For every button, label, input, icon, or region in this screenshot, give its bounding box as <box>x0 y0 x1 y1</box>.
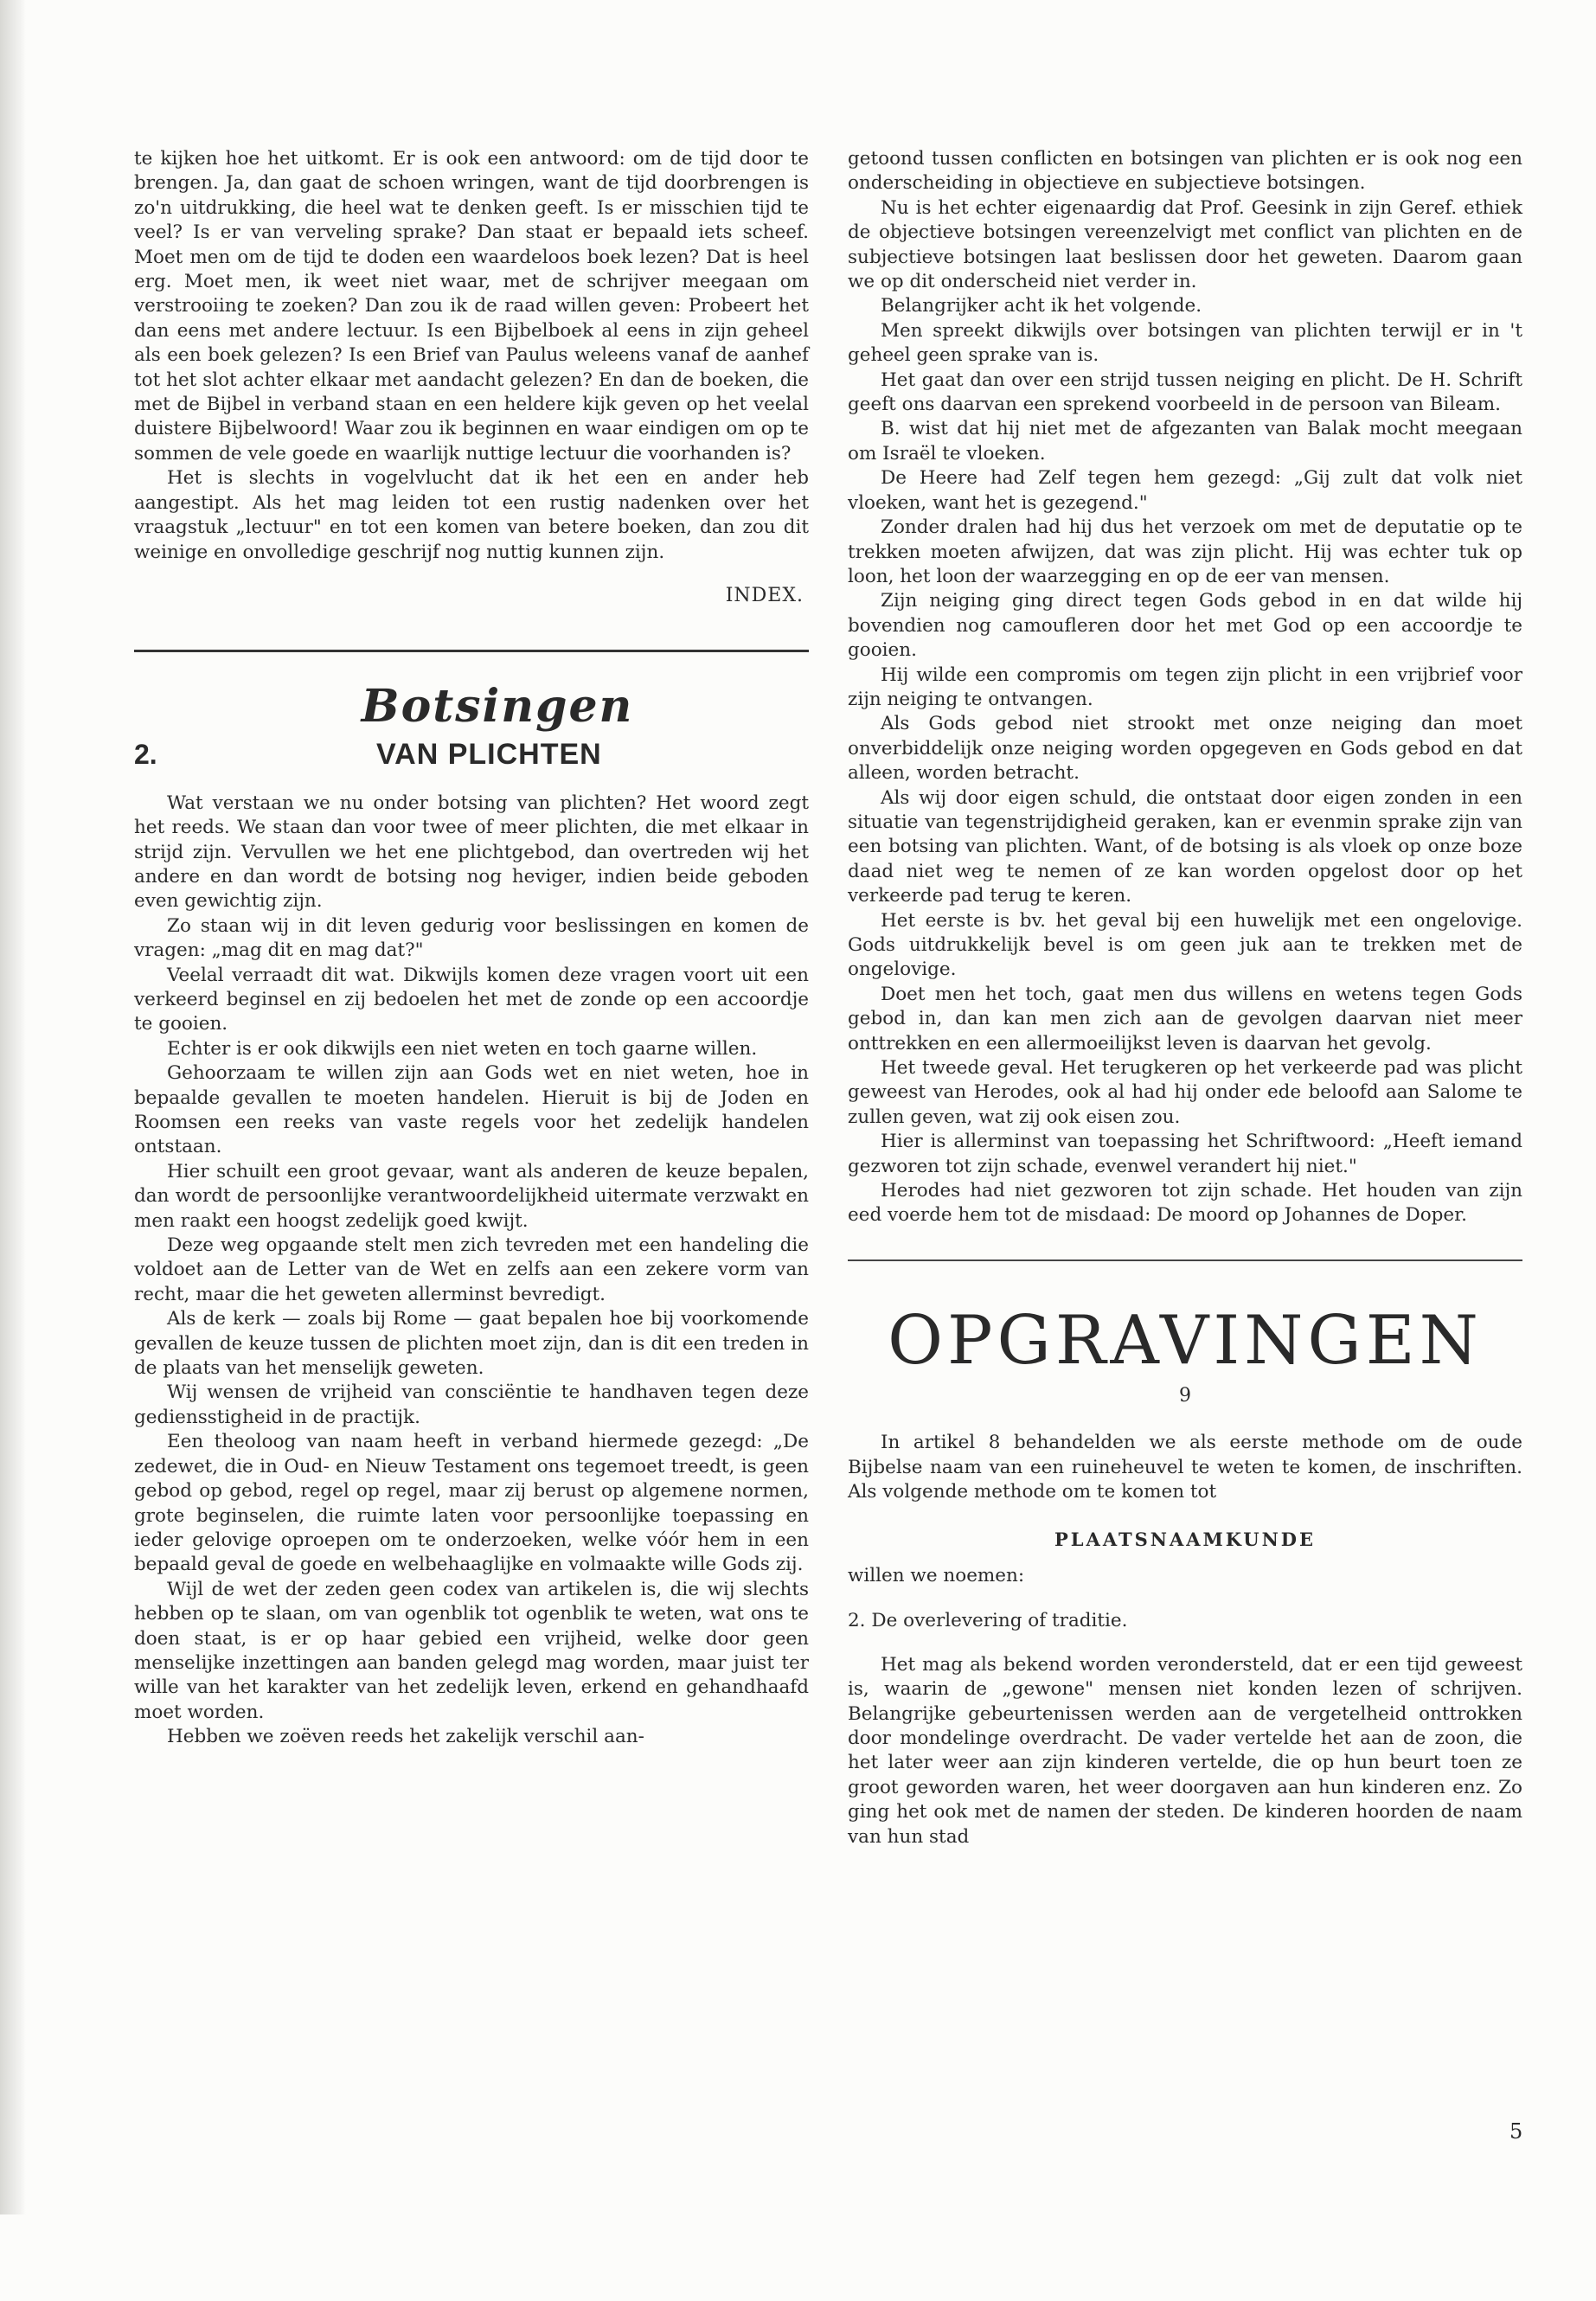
body-paragraph: Hier schuilt een groot gevaar, want als anderen de keuze bepalen, dan wordt de persoonlijke verantwoordelijkheid uitermate verzwakt en men raakt een hoogst zedelijk goed kwijt. <box>134 1160 809 1232</box>
signature: INDEX. <box>725 584 804 606</box>
article-paragraph: willen we noemen: <box>848 1564 1025 1586</box>
intro-paragraph: te kijken hoe het uitkomt. Er is ook een antwoord: om de tijd door te brengen. Ja, dan gaat de schoen wringen, want de tijd doorbrengen is zo'n uitdrukking, die heel wat te denken geeft. Is er misschien tijd te veel? Is er van verveling sprake? Dan staat er bepaald iets scheef. Moet men om de tijd te doden een waardeloos boek lezen? Dat is heel erg. Moet men, ik weet niet waar, met de schrijver meegaan om verstrooiing te zoeken? Dan zou ik de raad willen geven: Probeert het dan eens met andere lectuur. Is een Bijbelboek al eens in zijn geheel als een boek gelezen? Is een Brief van Paulus weleens vanaf de aanhef tot het slot achter elkaar met aandacht gelezen? En dan de boeken, die met de Bijbel in verband staan en een heldere kijk geven op het veelal duistere Bijbelwoord! Waar zou ik beginnen en waar eindigen om op te sommen de vele goede en waarlijk nuttige lectuur die voorhanden is? <box>134 148 809 465</box>
section-number: 2. <box>134 739 157 771</box>
article-number: 9 <box>1179 1384 1191 1407</box>
body-paragraph: Echter is er ook dikwijls een niet weten en toch gaarne willen. <box>167 1037 758 1060</box>
body-paragraph: Als Gods gebod niet strookt met onze neiging dan moet onverbiddelijk onze neiging worden opgegeven en Gods gebod en dat alleen, worden betracht. <box>848 713 1522 785</box>
body-paragraph: Veelal verraadt dit wat. Dikwijls komen deze vragen voort uit een verkeerd beginsel en zij bedoelen het met de zonde op een accoordje te gooien. <box>134 964 809 1035</box>
body-paragraph: Wij wensen de vrijheid van consciëntie te handhaven tegen deze gediensstigheid in de practijk. <box>134 1381 809 1428</box>
body-paragraph: Zo staan wij in dit leven gedurig voor beslissingen en komen de vragen: „mag dit en mag dat?" <box>134 914 809 962</box>
body-paragraph: getoond tussen conflicten en botsingen van plichten er is ook nog een onderscheiding in objectieve en subjectieve botsingen. <box>848 148 1522 195</box>
body-paragraph: Nu is het echter eigenaardig dat Prof. Geesink in zijn Geref. ethiek de objectieve botsingen vereenzelvigt met conflict van plichten en de subjectieve botsingen laat beslissen door het geweten. Daarom gaan we op dit onderscheid niet verder in. <box>848 196 1522 293</box>
body-paragraph: Een theoloog van naam heeft in verband hiermede gezegd: „De zedewet, die in Oud- en Nieuw Testament ons tegemoet treedt, is geen gebod op gebod, regel op regel, maar zij berust op algemene normen, grote beginselen, die ruimte laten voor persoonlijke toepassing en ieder gelovige oproepen om te onderzoeken, welke vóór hem in een bepaald geval de goede en welbehaaglijke en volmaakte wille Gods zij. <box>134 1431 809 1576</box>
section-divider <box>848 1259 1522 1261</box>
body-paragraph: Wat verstaan we nu onder botsing van plichten? Het woord zegt het reeds. We staan dan voor twee of meer plichten, die met elkaar in strijd zijn. Vervullen we het ene plichtgebod, dan overtreden wij het andere en dan wordt de botsing nog heviger, indien beide geboden even gewichtig zijn. <box>134 792 809 913</box>
body-paragraph: Wijl de wet der zeden geen codex van artikelen is, die wij slechts hebben op te slaan, om van ogenblik tot ogenblik te weten, wat ons te doen staat, is er op haar gebied een vrijheid, welke door geen menselijke inzettingen aan banden gelegd mag worden, maar juist ter wille van het karakter van het zedelijk leven, erkend en gehandhaafd moet worden. <box>134 1578 809 1723</box>
article-title: Botsingen <box>361 680 634 734</box>
body-paragraph: Het eerste is bv. het geval bij een huwelijk met een ongelovige. Gods uitdrukkelijk bevel is om geen juk aan te trekken met de ongelovige. <box>848 909 1522 981</box>
body-paragraph: Het gaat dan over een strijd tussen neiging en plicht. De H. Schrift geeft ons daarvan een sprekend voorbeeld in de persoon van Bileam. <box>848 369 1522 416</box>
body-paragraph: Doet men het toch, gaat men dus willens en wetens tegen Gods gebod in, dan kan men zich aan de gevolgen daarvan niet meer onttrekken en een allermoeilijkst leven is daarvan het gevolg. <box>848 983 1522 1054</box>
section-heading <box>134 738 809 772</box>
section-title: VAN PLICHTEN <box>376 738 602 772</box>
binding-edge <box>0 0 26 2214</box>
body-paragraph: Men spreekt dikwijls over botsingen van plichten terwijl er in 't geheel geen sprake van is. <box>848 319 1522 367</box>
body-paragraph: Gehoorzaam te willen zijn aan Gods wet en niet weten, hoe in bepaalde gevallen te moeten handelen. Hieruit is bij de Joden en Roomsen een reeks van vaste regels voor het zedelijk handelen ontstaan. <box>134 1062 809 1158</box>
left-column <box>134 147 809 1750</box>
body-paragraph: Als wij door eigen schuld, die ontstaat door eigen zonden in een situatie van tegenstrijdigheid geraken, kan er evenmin sprake zijn van een botsing van plichten. Want, of de botsing is als vloek op onze boze daad niet weg te nemen of ze kan worden opgelost door op het verkeerde pad terug te keren. <box>848 786 1522 907</box>
body-paragraph: Het tweede geval. Het terugkeren op het verkeerde pad was plicht geweest van Herodes, ook al had hij onder ede beloofd aan Salome te zullen geven, wat zij ook eisen zou. <box>848 1057 1522 1128</box>
body-paragraph: Als de kerk — zoals bij Rome — gaat bepalen hoe bij voorkomende gevallen de keuze tussen de plichten moet zijn, dan is dit een treden in de plaats van het menselijk geweten. <box>134 1308 809 1380</box>
body-paragraph: Belangrijker acht ik het volgende. <box>881 295 1202 317</box>
body-paragraph: Zonder dralen had hij dus het verzoek om met de deputatie op te trekken moeten afwijzen, dat was zijn plicht. Hij was echter tuk op loon, het loon der waarzegging en op de eer van mensen. <box>848 516 1522 587</box>
intro-paragraph: Het is slechts in vogelvlucht dat ik het een en ander heb aangestipt. Als het mag leiden tot een rustig nadenken over het vraagstuk „lectuur" en tot een komen van betere boeken, dan zou dit weinige en onvolledige geschrijf nog nuttig kunnen zijn. <box>134 467 809 563</box>
body-paragraph: De Heere had Zelf tegen hem gezegd: „Gij zult dat volk niet vloeken, want het is gezegend." <box>848 467 1522 514</box>
body-paragraph: Deze weg opgaande stelt men zich tevreden met een handeling die voldoet aan de Letter van de Wet en zelfs aan een zekere vorm van recht, maar die het geweten allerminst bevredigt. <box>134 1234 809 1305</box>
article-title: OPGRAVINGEN <box>888 1301 1483 1380</box>
section-divider <box>134 650 809 652</box>
right-column <box>848 147 1522 1849</box>
body-paragraph: Hebben we zoëven reeds het zakelijk verschil aan- <box>167 1726 644 1748</box>
numbered-item: 2. De overlevering of traditie. <box>848 1610 1128 1632</box>
body-paragraph: Herodes had niet gezworen tot zijn schade. Het houden van zijn eed voerde hem tot de misdaad: De moord op Johannes de Doper. <box>848 1180 1522 1227</box>
article-paragraph: Het mag als bekend worden verondersteld, dat er een tijd geweest is, waarin de „gewone" mensen niet konden lezen of schrijven. Belangrijke gebeurtenissen werden aan de vergetelheid onttrokken door mondelinge overdracht. De vader vertelde het aan de zoon, die het later weer aan zijn kinderen vertelde, die op hun beurt toen ze groot geworden waren, het weer doorgaven aan hun kinderen enz. Zo ging het ook met de namen der steden. De kinderen hoorden de naam van hun stad <box>848 1653 1522 1848</box>
body-paragraph: Zijn neiging ging direct tegen Gods gebod in en dat wilde hij bovendien nog camoufleren door het met God op een accoordje te gooien. <box>848 590 1522 662</box>
body-paragraph: Hij wilde een compromis om tegen zijn plicht in een vrijbrief voor zijn neiging te ontvangen. <box>848 663 1522 710</box>
subheading: PLAATSNAAMKUNDE <box>1054 1528 1317 1550</box>
body-paragraph: B. wist dat hij niet met de afgezanten van Balak mocht meegaan om Israël te vloeken. <box>848 418 1522 465</box>
page-number: 5 <box>1509 2119 1523 2144</box>
article-paragraph: In artikel 8 behandelden we als eerste methode om de oude Bijbelse naam van een ruineheuvel te weten te komen, de inschriften. Als volgende methode om te komen tot <box>848 1432 1522 1503</box>
body-paragraph: Hier is allerminst van toepassing het Schriftwoord: „Heeft iemand gezworen tot zijn schade, evenwel verandert hij niet." <box>848 1131 1522 1177</box>
